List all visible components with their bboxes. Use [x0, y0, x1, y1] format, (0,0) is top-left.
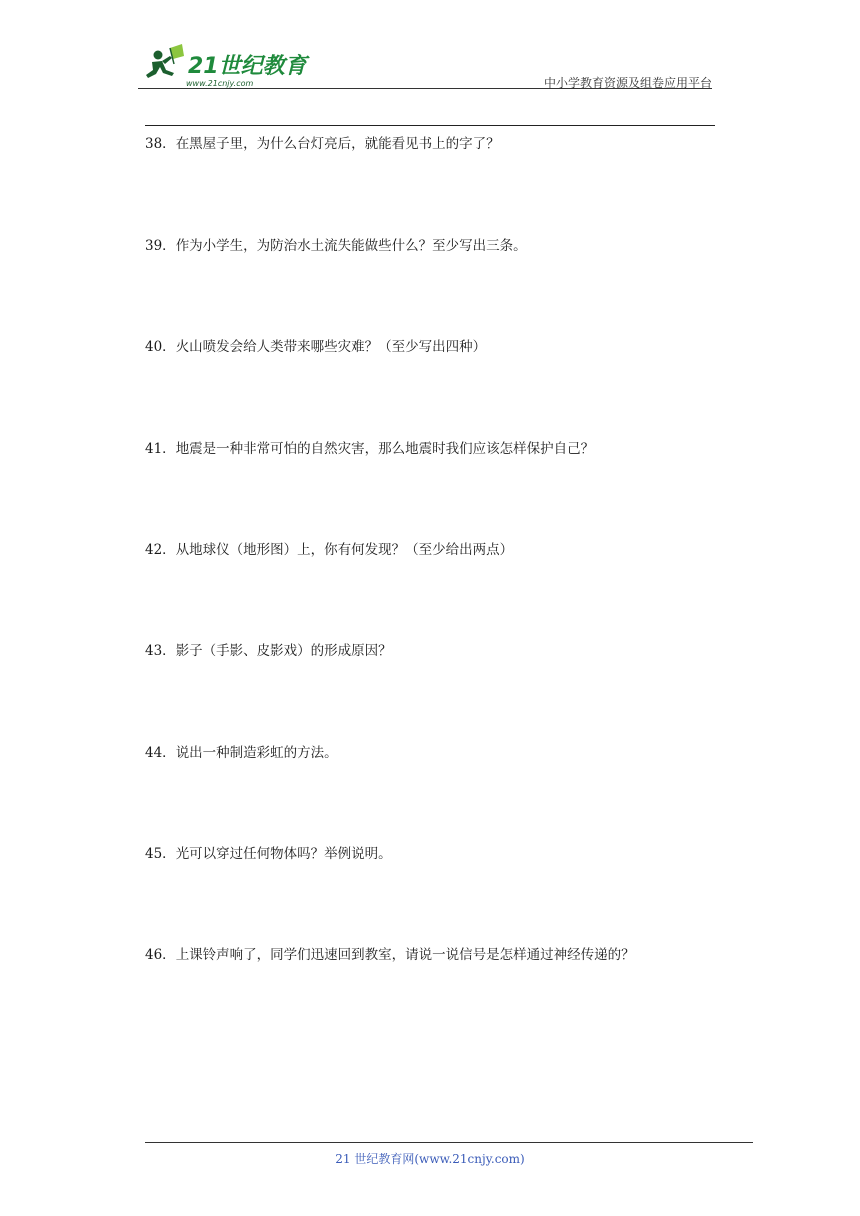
runner-icon	[146, 44, 184, 78]
question-number: 46．	[145, 947, 176, 963]
question-40	[145, 338, 486, 356]
question-number: 41．	[145, 441, 176, 457]
brand-logo	[138, 40, 338, 92]
question-text: 火山喷发会给人类带来哪些灾难？（至少写出四种）	[175, 339, 487, 355]
question-number: 44．	[145, 745, 176, 761]
question-text: 在黑屋子里，为什么台灯亮后，就能看见书上的字了？	[175, 136, 500, 152]
question-45	[145, 845, 392, 863]
question-number: 39．	[145, 238, 176, 254]
question-text: 作为小学生，为防治水土流失能做些什么？至少写出三条。	[175, 238, 527, 254]
question-42	[145, 541, 513, 559]
question-number: 42．	[145, 542, 176, 558]
content-top-divider	[145, 125, 715, 126]
header-divider	[138, 88, 712, 89]
question-46	[145, 946, 635, 964]
question-number: 43．	[145, 643, 176, 659]
question-text: 光可以穿过任何物体吗？举例说明。	[175, 846, 392, 862]
question-text: 上课铃声响了，同学们迅速回到教室，请说一说信号是怎样通过神经传递的？	[175, 947, 635, 963]
question-text: 从地球仪（地形图）上，你有何发现？（至少给出两点）	[175, 542, 514, 558]
footer-divider	[145, 1142, 753, 1143]
question-41	[145, 440, 594, 458]
logo-url: www.21cnjy.com	[186, 79, 254, 88]
question-43	[145, 642, 392, 660]
question-text: 影子（手影、皮影戏）的形成原因？	[175, 643, 392, 659]
question-39	[145, 237, 527, 255]
question-number: 38．	[145, 136, 176, 152]
page-header	[138, 40, 712, 92]
question-number: 40．	[145, 339, 176, 355]
logo-title: 21世纪教育	[188, 54, 307, 79]
question-number: 45．	[145, 846, 176, 862]
footer-link[interactable]: 21 世纪教育网(www.21cnjy.com)	[335, 1152, 525, 1166]
question-text: 地震是一种非常可怕的自然灾害，那么地震时我们应该怎样保护自己？	[175, 441, 595, 457]
header-tagline: 中小学教育资源及组卷应用平台	[543, 76, 712, 90]
question-44	[145, 744, 338, 762]
question-38	[145, 135, 500, 153]
question-text: 说出一种制造彩虹的方法。	[175, 745, 338, 761]
